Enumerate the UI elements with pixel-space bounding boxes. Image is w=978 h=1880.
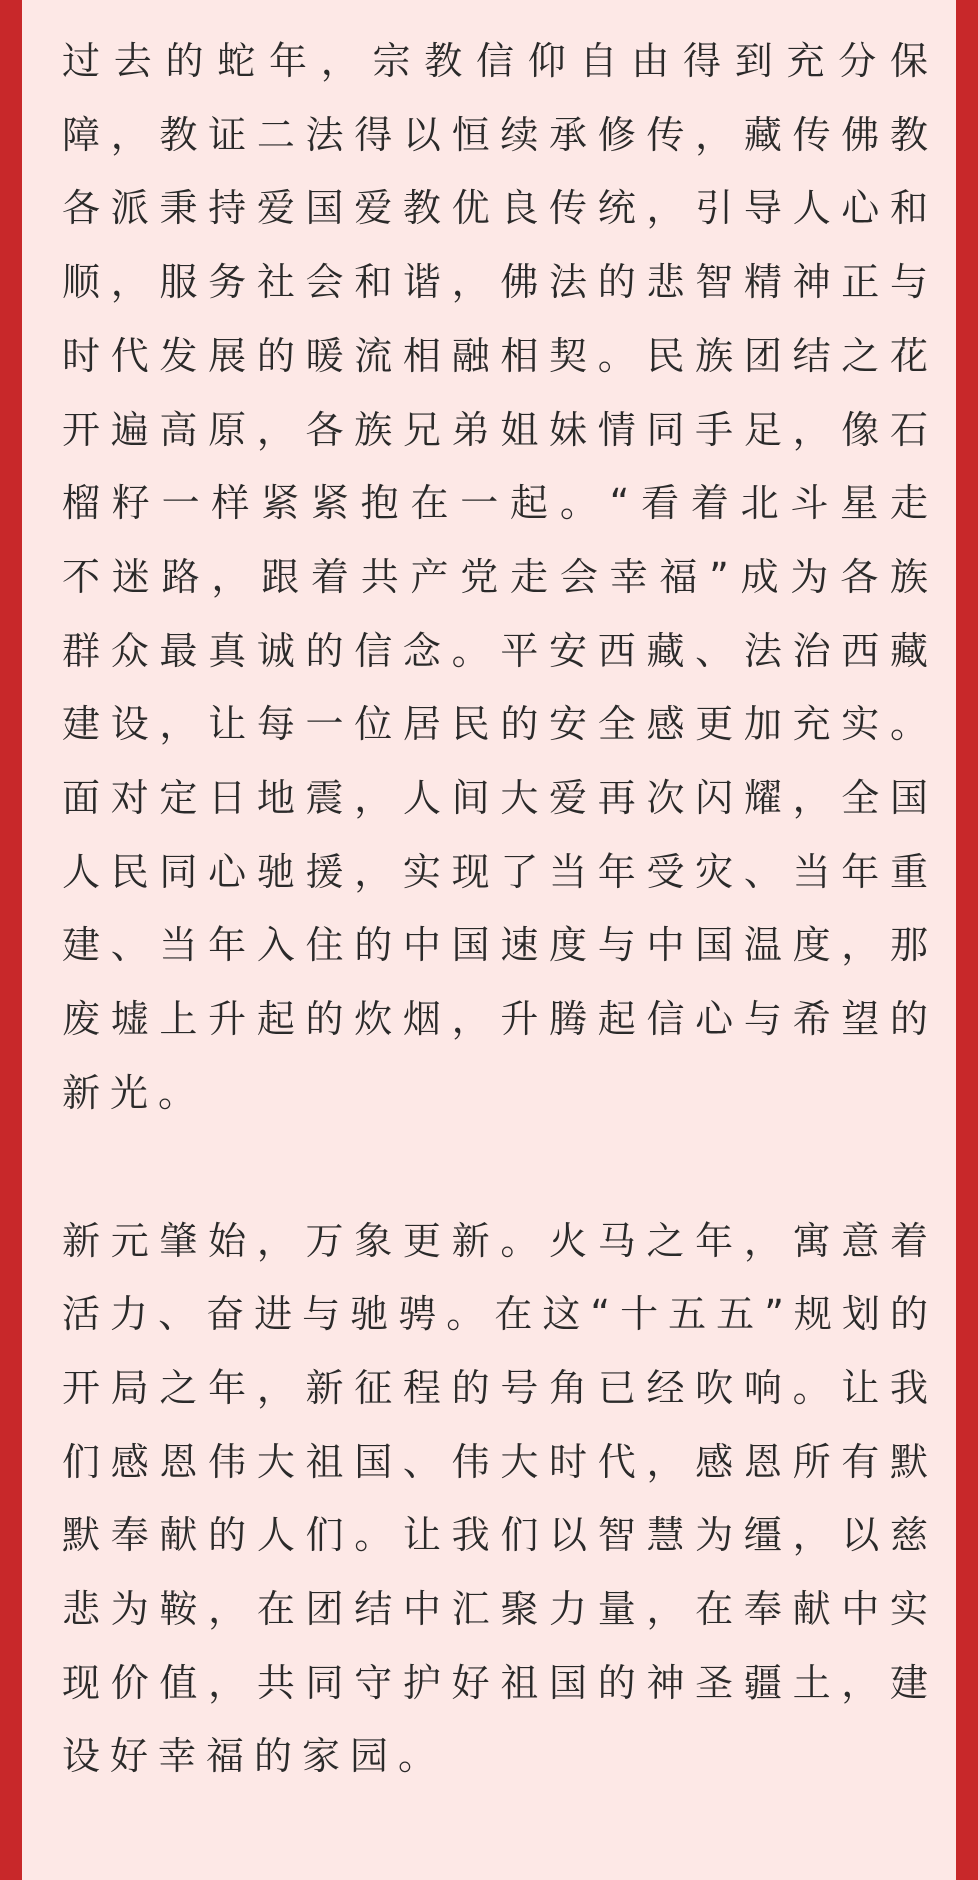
left-red-border (0, 0, 22, 1880)
right-red-border (956, 0, 978, 1880)
article-body (62, 25, 938, 1794)
content-panel (22, 0, 956, 1880)
paragraph-2: 新元肇始，万象更新。火马之年，寓意着活力、奋进与驰骋。在这“十五五”规划的开局之年，新征程的号角已经吹响。让我们感恩伟大祖国、伟大时代，感恩所有默默奉献的人们。让我们以智慧为缰，以慈悲为鞍，在团结中汇聚力量，在奉献中实现价值，共同守护好祖国的神圣疆土，建设好幸福的家园。 (62, 1218, 938, 1779)
paragraph-1: 过去的蛇年，宗教信仰自由得到充分保障，教证二法得以恒续承修传，藏传佛教各派秉持爱国爱教优良传统，引导人心和顺，服务社会和谐，佛法的悲智精神正与时代发展的暖流相融相契。民族团结之花开遍高原，各族兄弟姐妹情同手足，像石榴籽一样紧紧抱在一起。“看着北斗星走不迷路，跟着共产党走会幸福”成为各族群众最真诚的信念。平安西藏、法治西藏建设，让每一位居民的安全感更加充实。面对定日地震，人间大爱再次闪耀，全国人民同心驰援，实现了当年受灾、当年重建、当年入住的中国速度与中国温度，那废墟上升起的炊烟，升腾起信心与希望的新光。 (62, 39, 938, 1115)
